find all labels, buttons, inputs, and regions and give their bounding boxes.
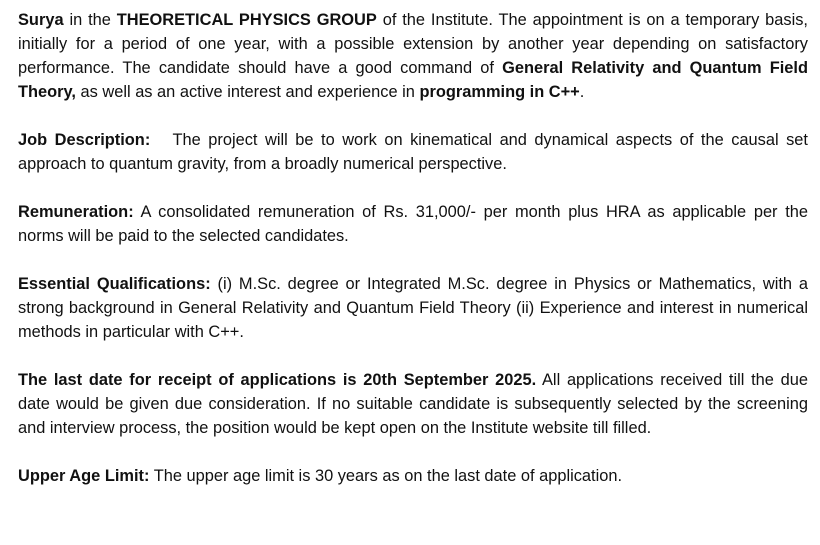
intro-text-4: .: [579, 83, 585, 101]
remuneration-heading: Remuneration:: [18, 203, 134, 221]
qualifications-heading: Essential Qualifications:: [18, 275, 211, 293]
last-date-heading: The last date for receipt of applications is 20th September 2025.: [18, 371, 537, 389]
last-date-paragraph: [18, 368, 808, 440]
qualifications-paragraph: [18, 272, 808, 344]
intro-text-2: of the Institute. The appointment is on a temporary basis, initially for a period of one year, with a possible extension by another year depending on satisfactory performance. The candidate should have a good command of: [18, 11, 808, 77]
intro-text-3: as well as an active interest and experience in: [75, 83, 420, 101]
group-name: THEORETICAL PHYSICS GROUP: [116, 11, 377, 29]
intro-text-1: in the: [63, 11, 117, 29]
programming-requirement: programming in C++: [419, 83, 580, 101]
last-date-text: All applications received till the due date would be given due consideration. If no suitable candidate is subsequently selected by the screening and interview process, the position would be kept open on the Institute website till filled.: [18, 371, 808, 437]
job-description-text: The project will be to work on kinematical and dynamical aspects of the causal set approach to quantum gravity, from a broadly numerical perspective.: [18, 131, 808, 173]
intro-paragraph: [18, 8, 808, 104]
job-description-paragraph: [18, 128, 808, 176]
age-limit-paragraph: [18, 464, 808, 488]
required-fields: General Relativity and Quantum Field Theory,: [18, 59, 808, 101]
name-text: Surya: [18, 11, 64, 29]
qualifications-text: (i) M.Sc. degree or Integrated M.Sc. degree in Physics or Mathematics, with a strong background in General Relativity and Quantum Field Theory (ii) Experience and interest in numerical methods in particular with C++.: [18, 275, 808, 341]
age-limit-text: The upper age limit is 30 years as on the last date of application.: [153, 467, 623, 485]
document-body: [18, 8, 808, 512]
job-description-heading: Job Description:: [18, 131, 151, 149]
remuneration-paragraph: [18, 200, 808, 248]
remuneration-text: A consolidated remuneration of Rs. 31,000/- per month plus HRA as applicable per the norms will be paid to the selected candidates.: [18, 203, 808, 245]
age-limit-heading: Upper Age Limit:: [18, 467, 150, 485]
